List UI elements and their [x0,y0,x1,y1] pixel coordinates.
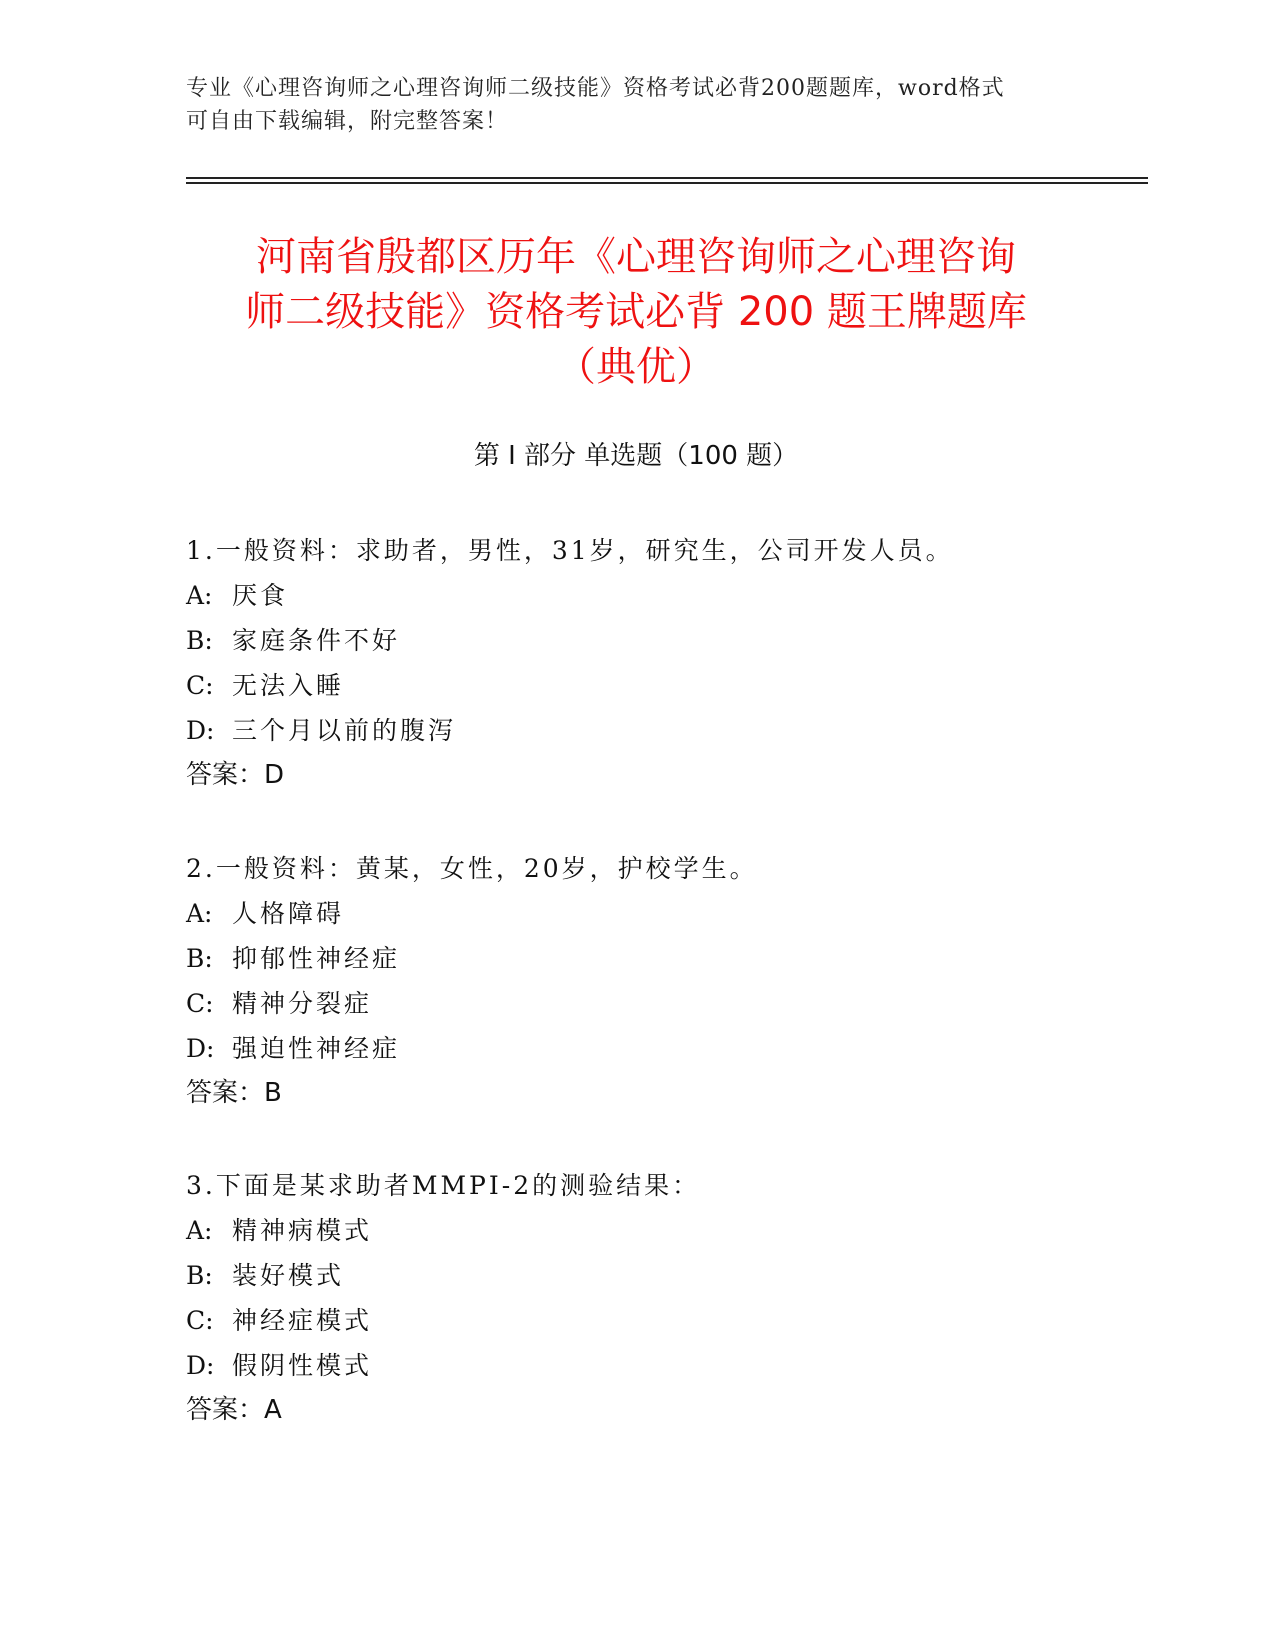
option-text: 神经症模式 [232,1306,373,1335]
option-key: C: [186,671,214,700]
option-text: 家庭条件不好 [232,626,401,655]
document-title-line-3: （典优） [556,344,716,390]
option-text: 无法入睡 [232,671,345,700]
option-c [186,1298,1086,1343]
option-key: B: [186,626,213,655]
header-note-line-2: 可自由下载编辑，附完整答案！ [186,109,509,134]
option-text: 装好模式 [232,1261,345,1290]
option-c [186,981,1086,1026]
answer: 答案：D [186,760,285,790]
answer: 答案：B [186,1078,282,1108]
document-title-line-2: 师二级技能》资格考试必背 200 题王牌题库 [245,289,1027,335]
option-key: A: [186,899,213,928]
document-title [186,230,1086,395]
option-text: 精神病模式 [232,1216,373,1245]
option-key: A: [186,1216,213,1245]
question-stem: 3.下面是某求助者MMPI-2的测验结果： [186,1171,701,1200]
document-title-line-1: 河南省殷都区历年《心理咨询师之心理咨询 [256,234,1016,280]
question-2 [186,846,1086,1116]
option-a [186,891,1086,936]
option-a [186,1208,1086,1253]
option-text: 抑郁性神经症 [232,944,401,973]
option-a [186,573,1086,618]
option-d [186,708,1086,753]
option-key: B: [186,1261,213,1290]
header-divider-top [186,177,1148,179]
question-1 [186,528,1086,798]
option-key: D: [186,1034,215,1063]
header-note [186,72,1086,138]
option-key: C: [186,1306,214,1335]
option-text: 假阴性模式 [232,1351,373,1380]
option-d [186,1026,1086,1071]
option-b [186,1253,1086,1298]
option-d [186,1343,1086,1388]
option-key: D: [186,1351,215,1380]
option-key: D: [186,716,215,745]
question-3 [186,1163,1086,1433]
option-text: 三个月以前的腹泻 [232,716,457,745]
option-text: 精神分裂症 [232,989,373,1018]
option-b [186,618,1086,663]
option-b [186,936,1086,981]
option-c [186,663,1086,708]
option-key: B: [186,944,213,973]
option-text: 厌食 [232,581,289,610]
option-key: C: [186,989,214,1018]
option-key: A: [186,581,213,610]
option-text: 人格障碍 [232,899,345,928]
header-note-line-1: 专业《心理咨询师之心理咨询师二级技能》资格考试必背200题题库，word格式 [186,76,1005,101]
option-text: 强迫性神经症 [232,1034,401,1063]
section-title: 第 I 部分 单选题（100 题） [473,441,799,471]
question-stem: 1.一般资料：求助者，男性，31岁，研究生，公司开发人员。 [186,536,954,565]
header-divider-bottom [186,182,1148,184]
answer: 答案：A [186,1395,282,1425]
question-stem: 2.一般资料：黄某，女性，20岁，护校学生。 [186,854,758,883]
